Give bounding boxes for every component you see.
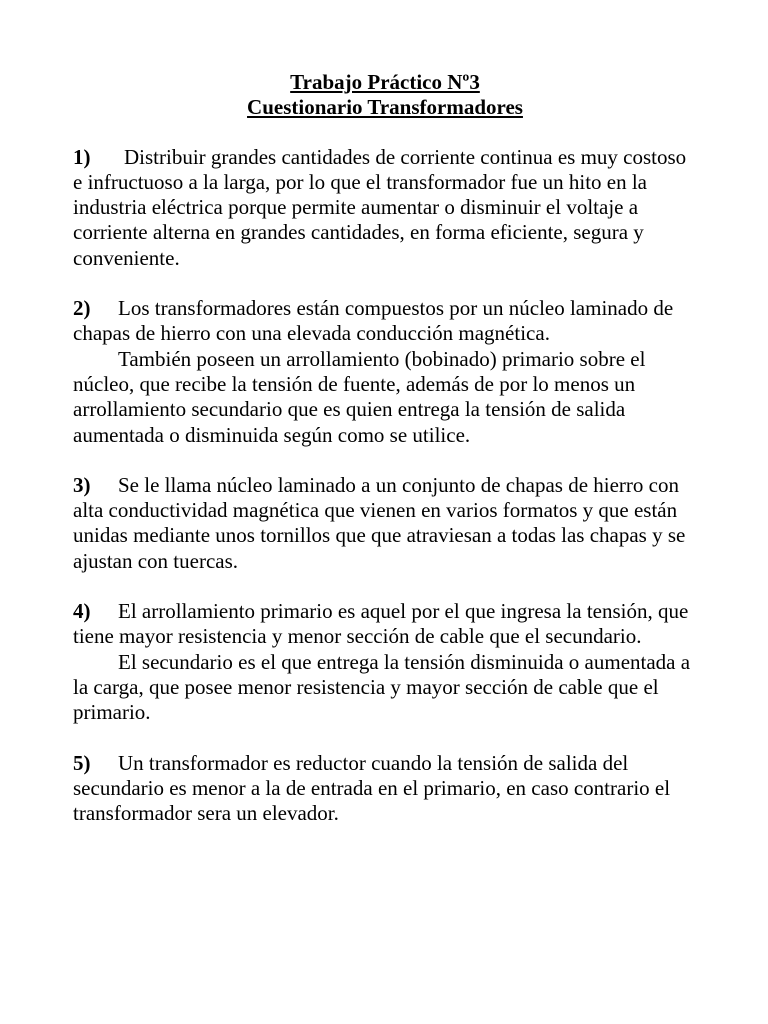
question-number: 5) (73, 750, 91, 775)
question-text: Se le llama núcleo laminado a un conjunto de chapas de hierro con alta conductividad magnética que vienen en varios formatos y que están unidas mediante unos tornillos que que atraviesan a todas las chapas y se ajustan con tuercas. (73, 472, 686, 573)
question-1 (73, 145, 697, 271)
question-text: Los transformadores están compuestos por un núcleo laminado de chapas de hierro con una elevada conducción magnética. (73, 296, 674, 346)
question-4-paragraph-2: El secundario es el que entrega la tensión disminuida o aumentada a la carga, que posee menor resistencia y mayor sección de cable que el primario. (73, 649, 691, 725)
question-number: 3) (73, 472, 91, 497)
question-2-paragraph-1 (73, 296, 697, 347)
question-text: Distribuir grandes cantidades de corriente continua es muy costoso e infructuoso a la larga, por lo que el transformador fue un hito en la industria eléctrica porque permite aumentar o disminuir el voltaje a corriente alterna en grandes cantidades, en forma eficiente, segura y conveniente. (73, 144, 687, 270)
document-title (73, 70, 697, 121)
question-1-paragraph-1 (73, 145, 697, 271)
question-3-paragraph-1 (73, 473, 697, 574)
question-5-paragraph-1 (73, 751, 697, 827)
question-text: Un transformador es reductor cuando la tensión de salida del secundario es menor a la de entrada en el primario, en caso contrario el transformador sera un elevador. (73, 750, 671, 826)
document-page (73, 70, 697, 851)
question-2-paragraph-2: También poseen un arrollamiento (bobinado) primario sobre el núcleo, que recibe la tensión de fuente, además de por lo menos un arrollamiento secundario que es quien entrega la tensión de salida aumentada o disminuida según como se utilice. (73, 346, 646, 447)
question-3 (73, 473, 697, 574)
question-4-paragraph-1 (73, 599, 697, 650)
question-5 (73, 751, 697, 827)
question-4 (73, 599, 697, 725)
title-line-1: Trabajo Práctico Nº3 (290, 70, 480, 94)
question-2 (73, 296, 697, 448)
question-number: 2) (73, 296, 91, 321)
question-number: 4) (73, 599, 91, 624)
title-line-2: Cuestionario Transformadores (247, 95, 523, 120)
question-text: El arrollamiento primario es aquel por el que ingresa la tensión, que tiene mayor resistencia y menor sección de cable que el secundario. (73, 599, 689, 649)
question-number: 1) (73, 144, 91, 169)
